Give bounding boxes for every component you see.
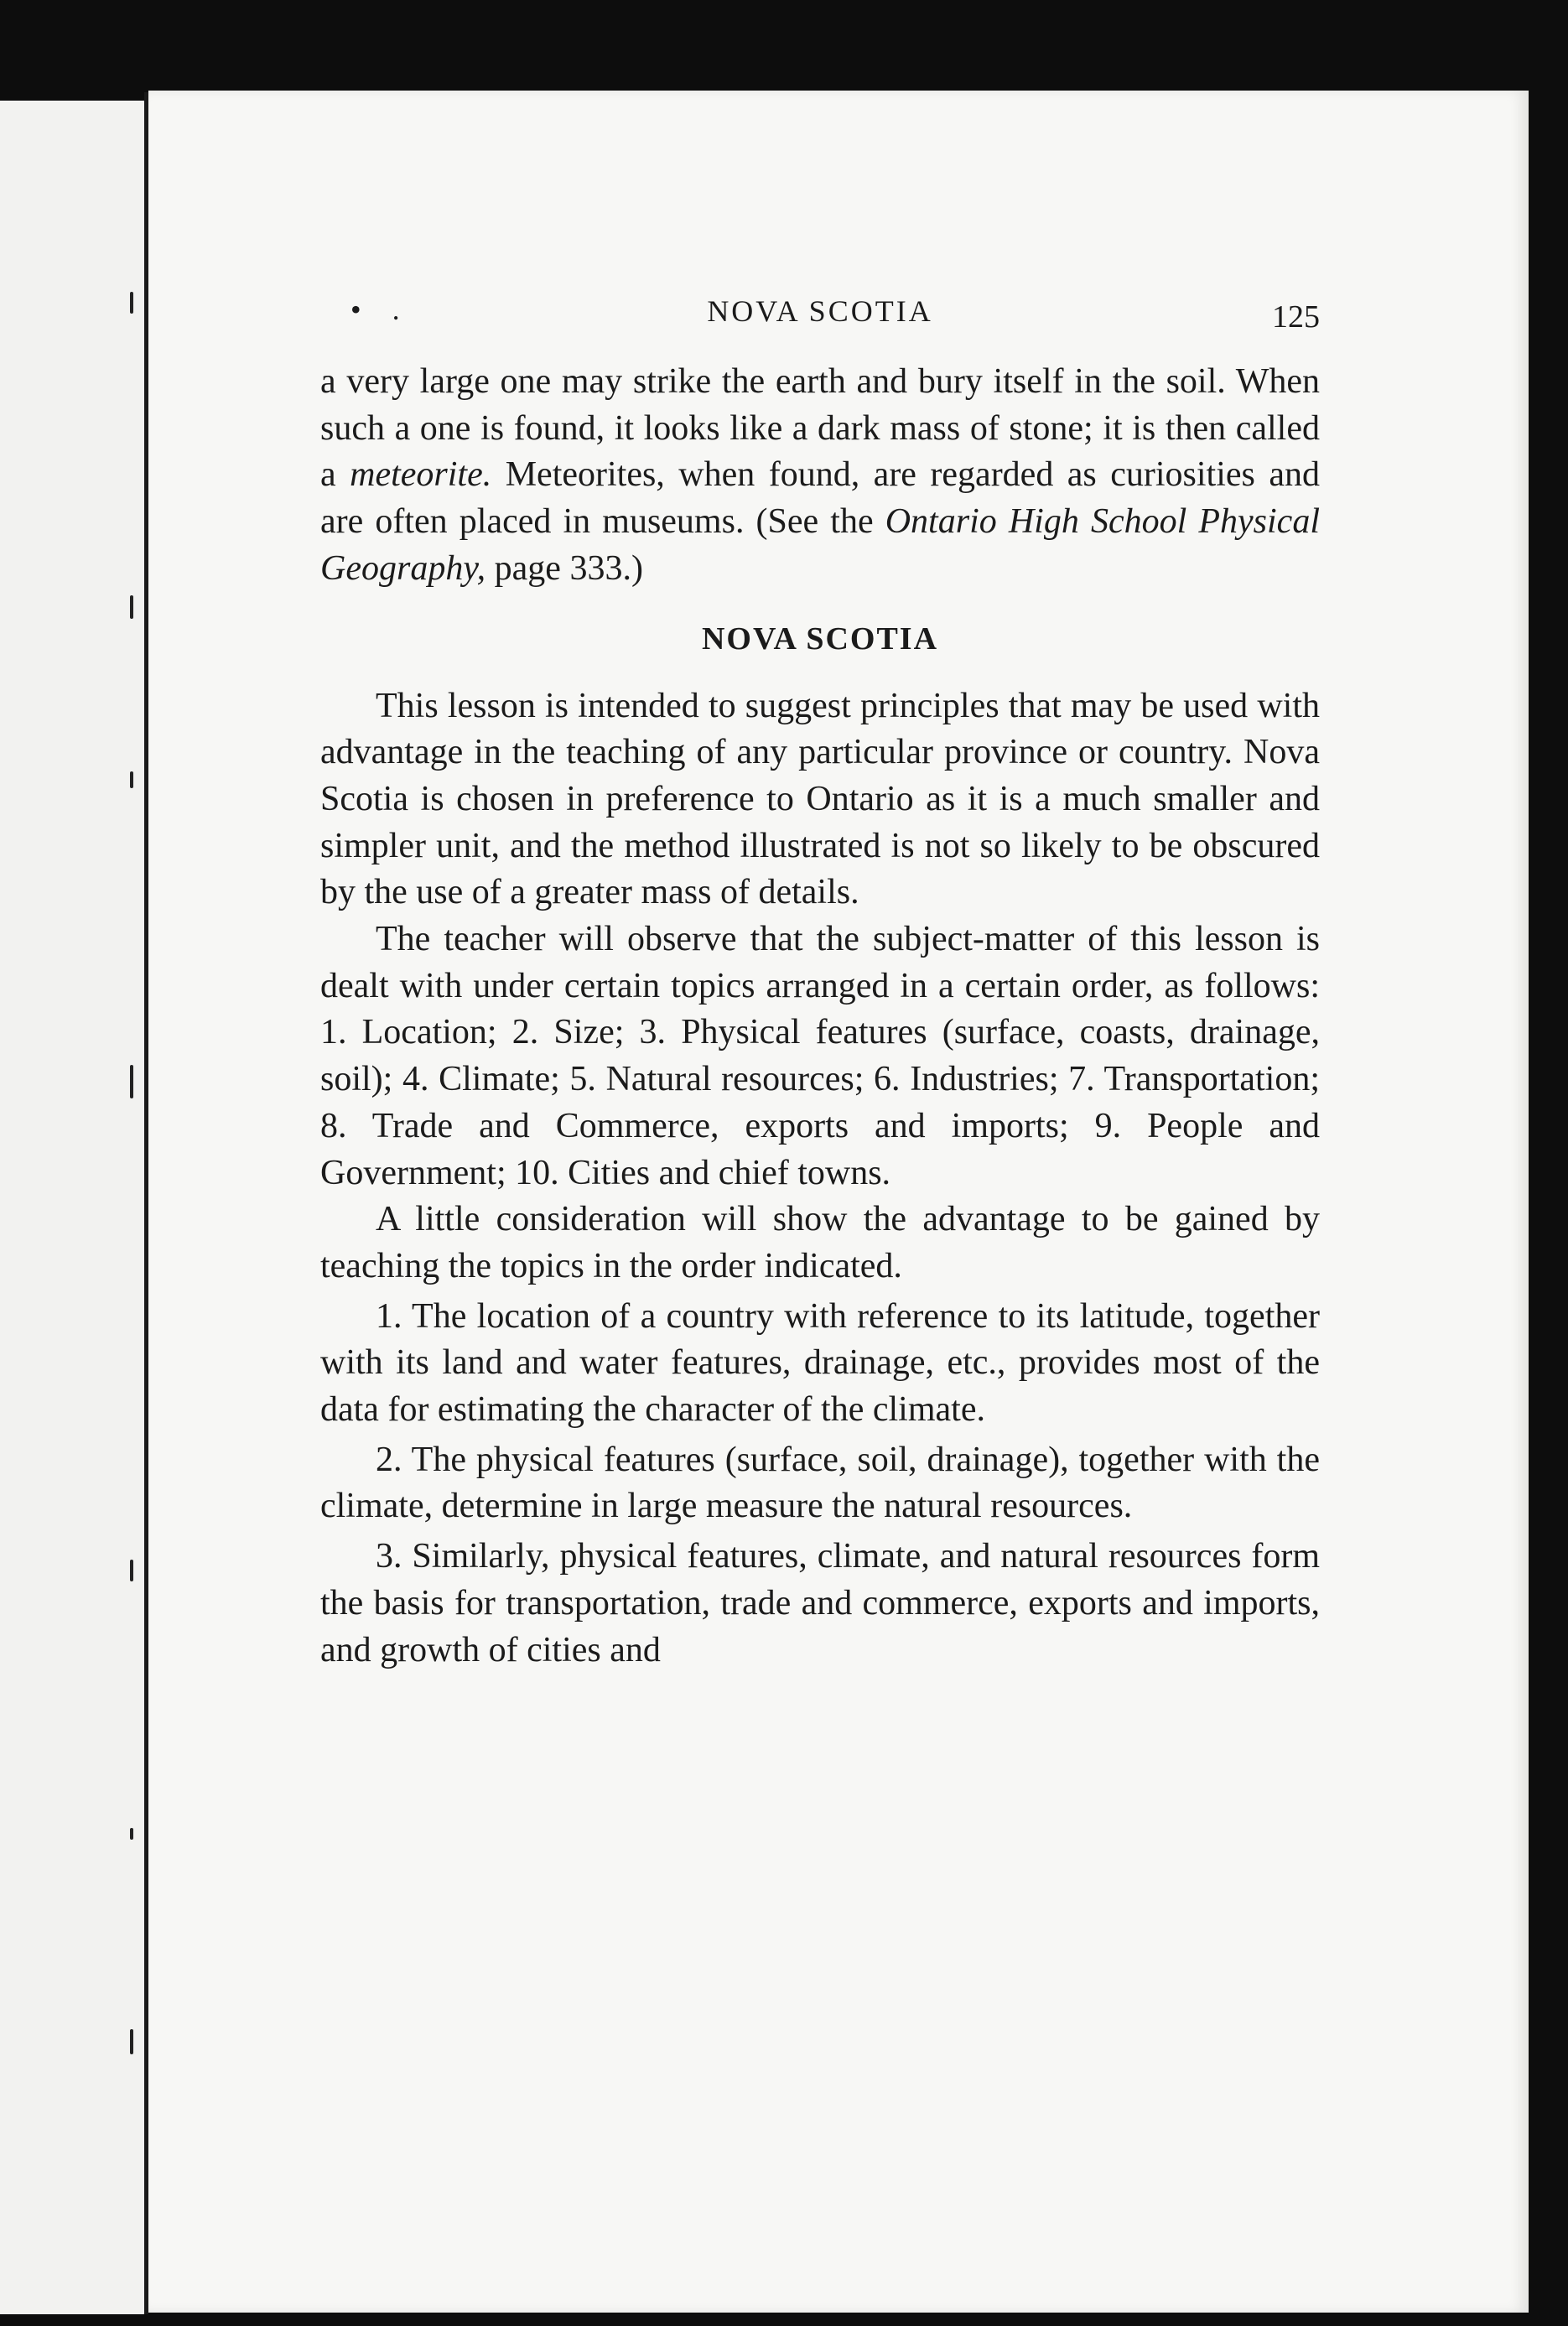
continuation-text-1: a very large one may strike the earth and bury itself in the soil. When such a one is found, it looks like a dark mass of stone; it is then called a <box>320 362 1320 495</box>
facing-page-edge <box>0 101 148 2314</box>
margin-specks <box>130 0 138 2326</box>
book-title-reference: Ontario High School Physical Geography, <box>320 502 1320 588</box>
header-ornament: • . <box>350 293 412 326</box>
running-title: NOVA SCOTIA <box>707 294 933 328</box>
paragraph-point-3: 3. Similarly, physical features, climate, and natural resources form the basis for transportation, trade and commerce, exports and imports, and growth of cities and <box>320 1537 1320 1669</box>
paragraph-topics: The teacher will observe that the subject-matter of this lesson is dealt with under certain topics arranged in a certain order, as follows: 1. Location; 2. Size; 3. Physical features (surface, coasts, drainage, soil); 4. Climate; 5. Natural resources; 6. Industries; 7. Transportation; 8. Trade and Commerce, exports and imports; 9. People and Government; 10. Cities and chief towns. <box>320 920 1320 1192</box>
page-number: 125 <box>1272 299 1320 335</box>
paragraph-intro: This lesson is intended to suggest principles that may be used with advantage in the teaching of any particular province or country. Nova Scotia is chosen in preference to Ontario as it is a much smaller and simpler unit, and the method illustrated is not so likely to be obscured by the use of a greater mass of details. <box>320 686 1320 912</box>
page-body <box>320 359 1320 1674</box>
continuation-paragraph <box>320 359 1320 593</box>
paragraph-point-2: 2. The physical features (surface, soil, drainage), together with the climate, determine in large measure the natural resources. <box>320 1440 1320 1526</box>
continuation-text-2: Meteorites, when found, are regarded as curiosities and are often placed in museums. (See the <box>320 455 1320 542</box>
running-header <box>320 288 1320 339</box>
paragraph-point-1: 1. The location of a country with reference to its latitude, together with its land and water features, drainage, etc., provides most of the data for estimating the character of the climate. <box>320 1296 1320 1430</box>
term-meteorite: meteorite. <box>350 455 492 495</box>
section-heading: NOVA SCOTIA <box>701 620 939 657</box>
continuation-text-3: page 333.) <box>485 548 643 588</box>
paragraph-consideration: A little consideration will show the advantage to be gained by teaching the topics in the order indicated. <box>320 1200 1320 1285</box>
